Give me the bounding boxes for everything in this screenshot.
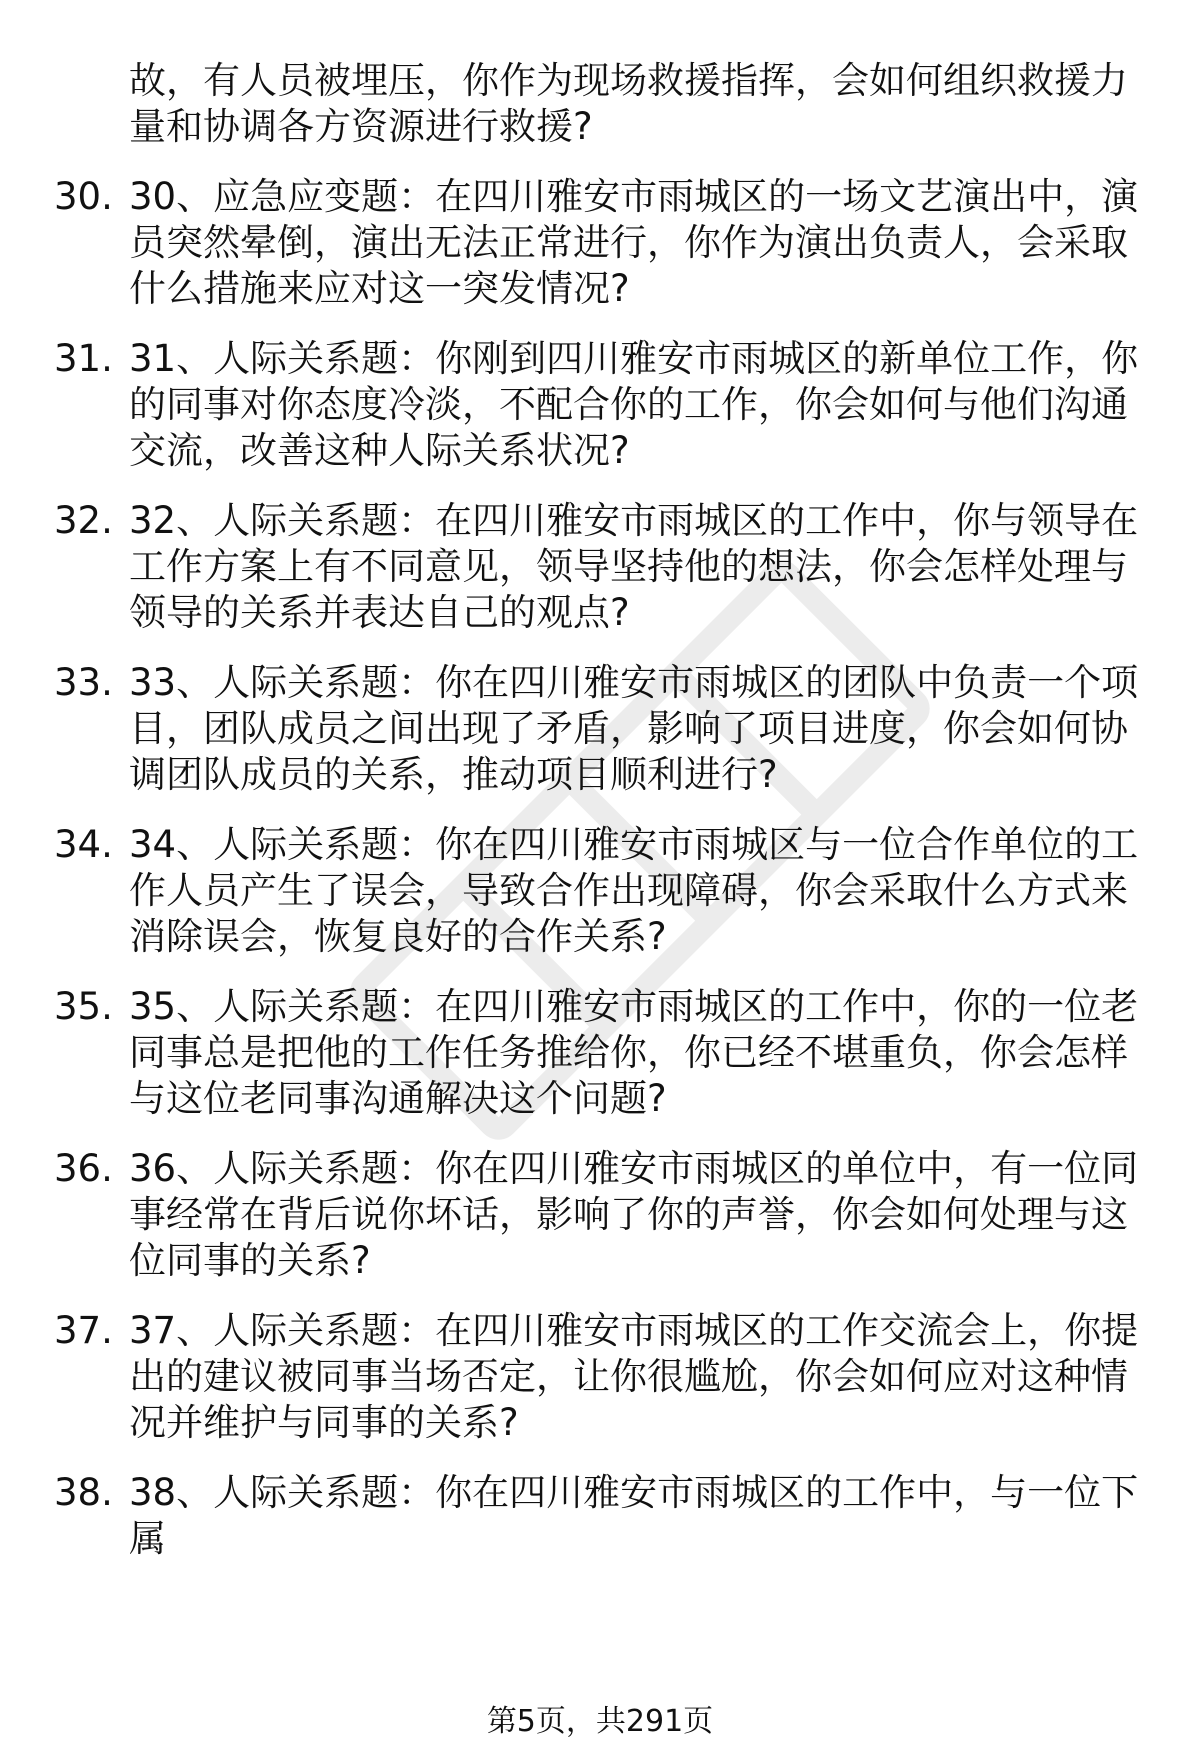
question-number: 30.	[54, 175, 113, 218]
continuation-text: 故，有人员被埋压，你作为现场救援指挥，会如何组织救援力量和协调各方资源进行救援?	[129, 59, 1128, 148]
question-number: 35.	[54, 985, 113, 1028]
page-footer: 第5页，共291页	[486, 1704, 714, 1739]
question-number: 38.	[54, 1471, 113, 1514]
question-number: 37.	[54, 1309, 113, 1352]
question-number: 32.	[54, 499, 113, 542]
question-text: 30、应急应变题：在四川雅安市雨城区的一场文艺演出中，演员突然晕倒，演出无法正常进行，你作为演出负责人，会采取什么措施来应对这一突发情况?	[129, 175, 1139, 310]
question-text: 38、人际关系题：你在四川雅安市雨城区的工作中，与一位下属	[129, 1471, 1139, 1560]
question-text: 31、人际关系题：你刚到四川雅安市雨城区的新单位工作，你的同事对你态度冷淡，不配合你的工作，你会如何与他们沟通交流，改善这种人际关系状况?	[129, 337, 1139, 472]
question-text: 37、人际关系题：在四川雅安市雨城区的工作交流会上，你提出的建议被同事当场否定，让你很尴尬，你会如何应对这种情况并维护与同事的关系?	[129, 1309, 1139, 1444]
question-text: 32、人际关系题：在四川雅安市雨城区的工作中，你与领导在工作方案上有不同意见，领导坚持他的想法，你会怎样处理与领导的关系并表达自己的观点?	[129, 499, 1139, 634]
question-text: 34、人际关系题：你在四川雅安市雨城区与一位合作单位的工作人员产生了误会，导致合作出现障碍，你会采取什么方式来消除误会，恢复良好的合作关系?	[129, 823, 1139, 958]
question-number: 36.	[54, 1147, 113, 1190]
question-text: 35、人际关系题：在四川雅安市雨城区的工作中，你的一位老同事总是把他的工作任务推给你，你已经不堪重负，你会怎样与这位老同事沟通解决这个问题?	[129, 985, 1139, 1120]
question-text: 36、人际关系题：你在四川雅安市雨城区的单位中，有一位同事经常在背后说你坏话，影响了你的声誉，你会如何处理与这位同事的关系?	[129, 1147, 1139, 1282]
question-number: 34.	[54, 823, 113, 866]
question-number: 33.	[54, 661, 113, 704]
question-number: 31.	[54, 337, 113, 380]
question-text: 33、人际关系题：你在四川雅安市雨城区的团队中负责一个项目，团队成员之间出现了矛盾，影响了项目进度，你会如何协调团队成员的关系，推动项目顺利进行?	[129, 661, 1139, 796]
